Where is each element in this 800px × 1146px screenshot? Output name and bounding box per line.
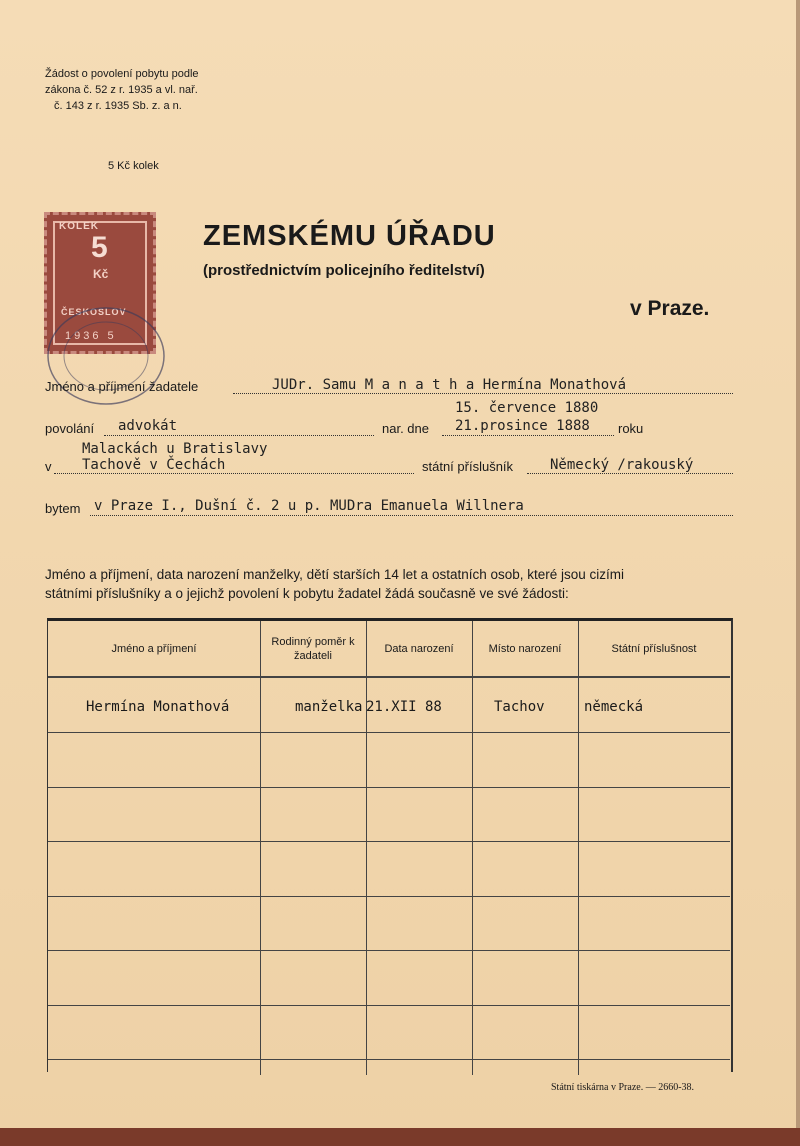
table-row-divider <box>48 732 730 733</box>
table-row-divider <box>48 787 730 788</box>
legal-reference-line: Žádost o povolení pobytu podle <box>45 68 199 80</box>
table-cell-name: Hermína Monathová <box>86 699 230 715</box>
table-cell-relation: manželka <box>295 699 363 715</box>
stamp-top-text: KOLEK <box>59 221 99 232</box>
table-row-divider <box>48 1005 730 1006</box>
table-row-divider <box>48 841 730 842</box>
residence-label: bytem <box>45 501 81 516</box>
stamp-value: 5 <box>91 231 108 264</box>
paragraph-line: Jméno a příjmení, data narození manželky, dětí starších 14 let a ostatních osob, které jsou cizími <box>45 567 625 582</box>
place-value-2: Tachově v Čechách <box>82 457 226 473</box>
residence-value: v Praze I., Dušní č. 2 u p. MUDra Emanuela Willnera <box>94 498 524 514</box>
table-cell-citizenship: německá <box>584 699 644 715</box>
table-row-divider <box>48 896 730 897</box>
born-dotted-line <box>442 435 614 436</box>
place-dotted-line <box>54 473 414 474</box>
paragraph-line: státními příslušníky a o jejichž povolení k pobytu žadatel žádá současně ve své žádosti: <box>45 586 569 601</box>
printer-footer: Státní tiskárna v Praze. — 2660-38. <box>551 1082 695 1093</box>
table-cell-birthdate: 21.XII 88 <box>366 699 442 715</box>
place-value-1: Malackách u Bratislavy <box>82 441 268 457</box>
table-header-birthplace: Místo narození <box>488 642 562 655</box>
birthdate-alt-value: 15. července 1880 <box>455 400 599 416</box>
table-header-name: Jméno a příjmení <box>111 642 197 655</box>
table-column-divider <box>260 621 261 1075</box>
fee-label: 5 Kč kolek <box>108 160 159 172</box>
table-cell-birthplace: Tachov <box>494 699 545 715</box>
citizen-label: státní příslušník <box>422 459 514 474</box>
family-members-table <box>47 618 733 1072</box>
table-column-divider <box>366 621 367 1075</box>
occupation-label: povolání <box>45 421 95 436</box>
citizen-value: Německý /rakouský <box>550 457 694 473</box>
citizen-dotted-line <box>527 473 733 474</box>
table-row-divider <box>48 1059 730 1060</box>
city-label: v Praze. <box>630 297 710 320</box>
legal-reference-note <box>45 66 199 114</box>
page-title: ZEMSKÉMU ÚŘADU <box>203 220 496 252</box>
born-value: 21.prosince 1888 <box>455 418 590 434</box>
table-column-divider <box>472 621 473 1075</box>
stamp-country: ČESKOSLOV <box>61 307 127 317</box>
postmark-circle-icon <box>40 300 172 412</box>
name-value: JUDr. Samu M a n a t h a Hermína Monathová <box>272 377 627 393</box>
table-column-divider <box>578 621 579 1075</box>
instructions-paragraph <box>45 565 765 603</box>
name-dotted-line <box>233 393 733 394</box>
legal-reference-line: č. 143 z r. 1935 Sb. z. a n. <box>54 100 182 112</box>
residence-dotted-line <box>90 515 733 516</box>
page-bottom-edge <box>0 1128 800 1146</box>
place-prefix: v <box>45 459 52 474</box>
born-label: nar. dne <box>382 421 429 436</box>
table-header-relation: Rodinný poměr k žadateli <box>271 635 355 662</box>
occupation-value: advokát <box>118 418 178 434</box>
year-label: roku <box>618 421 644 436</box>
stamp-year: 1936 5 <box>65 330 117 342</box>
name-label: Jméno a příjmení žadatele <box>45 379 199 394</box>
page-subtitle: (prostřednictvím policejního ředitelství) <box>203 262 485 279</box>
stamp-currency: Kč <box>93 267 109 281</box>
table-header-citizenship: Státní příslušnost <box>611 642 697 655</box>
legal-reference-line: zákona č. 52 z r. 1935 a vl. nař. <box>45 84 198 96</box>
table-header-divider <box>48 676 730 678</box>
table-header-birthdate: Data narození <box>384 642 454 655</box>
occupation-dotted-line <box>104 435 374 436</box>
page-edge <box>796 0 800 1128</box>
table-row-divider <box>48 950 730 951</box>
